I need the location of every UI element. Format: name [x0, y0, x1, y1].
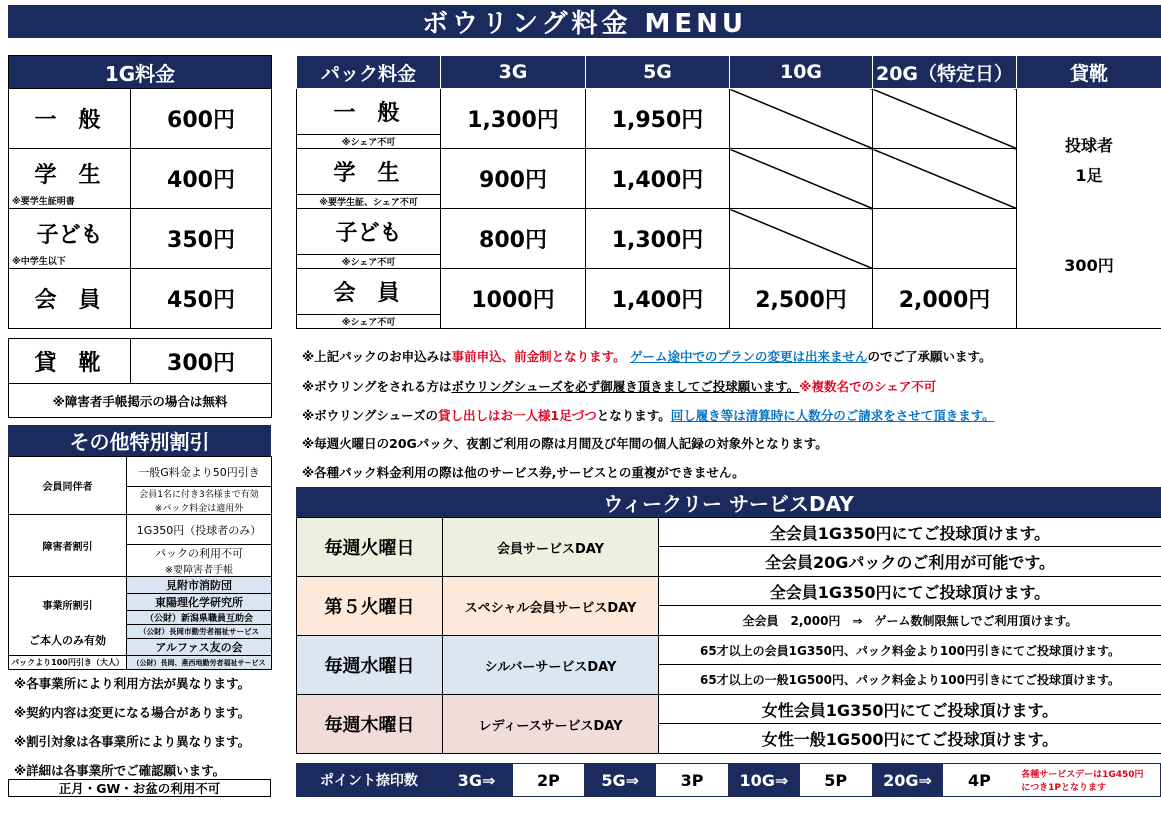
notice-5: ※各種パック料金利用の際は他のサービス券,サービスとの重複ができません。	[302, 465, 745, 480]
member-companion-line1: 一般G料金より50円引き	[127, 457, 272, 487]
business-discount-cell	[9, 577, 127, 656]
weekly-line: 全会員20Gパックのご利用が可能です。	[659, 547, 1161, 577]
weekly-day: 毎週火曜日	[297, 518, 443, 577]
pack-20g-member: 2,000円	[873, 269, 1017, 329]
pack-20g-child	[873, 209, 1017, 269]
pack-10g-member: 2,500円	[730, 269, 873, 329]
category-general: 一般	[9, 89, 131, 149]
pack-3g-general: 1,300円	[441, 89, 586, 149]
notice-4: ※毎週火曜日の20Gパック、夜割ご利用の際は月間及び年間の個人記録の対象外となります。	[302, 436, 828, 451]
pack-3g-student: 900円	[441, 149, 586, 209]
business-discount-name: 事業所割引	[42, 601, 93, 612]
pack-header: 3G	[441, 56, 586, 89]
price-student: 400円	[131, 149, 272, 209]
notice-3: ※ボウリングシューズの貸し出しはお一人様1足づつとなります。回し履き等は清算時に人数分のご請求をさせて頂きます。	[302, 408, 995, 423]
points-value: 3P	[656, 764, 728, 796]
footnote: ※割引対象は各事業所により異なります。	[14, 734, 251, 749]
business-entity: （公財）新潟県職員互助会	[127, 611, 272, 625]
one-game-fee-table	[8, 55, 272, 329]
notice-2: ※ボウリングをされる方はボウリングシューズを必ず御履き頂きましてご投球願います。※複数名でのシェア不可	[302, 379, 937, 394]
footnote: ※契約内容は変更になる場合があります。	[14, 705, 251, 720]
pack-20g-student	[873, 149, 1017, 209]
points-value: 5P	[800, 764, 872, 796]
business-entity: アルファス友の会	[127, 639, 272, 656]
pack-header: 20G（特定日）	[873, 56, 1017, 89]
points-note: 各種サービスデーは1G450円 につき1Pとなります	[1015, 764, 1160, 796]
points-label: ポイント捺印数	[297, 764, 441, 796]
category-member: 会員	[9, 269, 131, 329]
member-companion-name: 会員同伴者	[9, 457, 127, 515]
pack-fee-table	[296, 55, 1161, 329]
weekly-line: 全会員1G350円にてご投球頂けます。	[659, 518, 1161, 547]
pack-20g-general	[873, 89, 1017, 149]
discounts-title: その他特別割引	[8, 425, 271, 456]
pack-shoes-line1: 投球者	[1064, 136, 1113, 155]
pack-category-student: 学生 ※要学生証、シェア不可	[297, 149, 441, 209]
category-student: 学生 ※要学生証明書	[9, 149, 131, 209]
pack-5g-child: 1,300円	[586, 209, 730, 269]
weekly-service: 会員サービスDAY	[443, 518, 659, 577]
member-companion-line3: ※パック料金は適用外	[127, 501, 272, 515]
weekly-line: 女性会員1G350円にてご投球頂けます。	[659, 695, 1161, 724]
points-game: 20G⇒	[872, 764, 944, 796]
pack-header: 貸靴	[1017, 56, 1161, 89]
weekly-day: 毎週水曜日	[297, 636, 443, 695]
notice-1: ※上記パックのお申込みは事前申込、前金制となります。 ゲーム途中でのプランの変更は出来ませんのでご了承願います。	[302, 349, 992, 364]
business-only-self: ご本人のみ有効	[29, 634, 106, 647]
points-game: 5G⇒	[584, 764, 656, 796]
one-game-header: 1G料金	[9, 56, 272, 89]
business-entity: （公財）長岡市勤労者福祉サービス	[127, 625, 272, 639]
weekly-line: 65才以上の会員1G350円、パック料金より100円引きにてご投球頂けます。	[659, 636, 1161, 665]
price-general: 600円	[131, 89, 272, 149]
pack-10g-general	[730, 89, 873, 149]
pack-shoes-price: 300円	[1064, 256, 1114, 275]
category-child: 子ども ※中学生以下	[9, 209, 131, 269]
member-companion-line2: 会員1名に付き3名様まで有効	[127, 487, 272, 501]
disability-line3: ※要障害者手帳	[127, 561, 272, 577]
holiday-note: 正月・GW・お盆の利用不可	[8, 779, 271, 797]
weekly-day: 第５火曜日	[297, 577, 443, 636]
points-game: 10G⇒	[728, 764, 800, 796]
points-game: 3G⇒	[441, 764, 513, 796]
pack-3g-member: 1000円	[441, 269, 586, 329]
pack-header: 10G	[730, 56, 873, 89]
points-value: 4P	[943, 764, 1015, 796]
business-entity: 東陽理化学研究所	[127, 594, 272, 611]
pack-header: 5G	[586, 56, 730, 89]
pack-header: パック料金	[297, 56, 441, 89]
business-entity: 見附市消防団	[127, 577, 272, 594]
pack-10g-student	[730, 149, 873, 209]
business-pack-note: パックより100円引き（大人）	[9, 656, 127, 670]
disability-line1: 1G350円（投球者のみ）	[127, 515, 272, 545]
weekly-service-table	[296, 517, 1161, 754]
shoes-note: ※障害者手帳掲示の場合は無料	[9, 384, 272, 418]
weekly-line: 全会員1G350円にてご投球頂けます。	[659, 577, 1161, 606]
point-stamp-bar	[296, 763, 1161, 797]
price-child: 350円	[131, 209, 272, 269]
pack-5g-member: 1,400円	[586, 269, 730, 329]
price-member: 450円	[131, 269, 272, 329]
weekly-title: ウィークリー サービスDAY	[296, 487, 1161, 517]
disability-discount-name: 障害者割引	[9, 515, 127, 577]
pack-category-child: 子ども ※シェア不可	[297, 209, 441, 269]
shoes-label: 貸靴	[9, 339, 131, 384]
footnote: ※詳細は各事業所でご確認願います。	[14, 763, 226, 778]
weekly-line: 65才以上の一般1G500円、パック料金より100円引きにてご投球頂けます。	[659, 665, 1161, 695]
pack-shoes-line2: 1足	[1075, 166, 1103, 185]
points-value: 2P	[513, 764, 585, 796]
shoes-price: 300円	[131, 339, 272, 384]
pack-3g-child: 800円	[441, 209, 586, 269]
business-entity: （公財）長岡、燕西地勤労者福祉サービス	[127, 656, 272, 670]
pack-category-general: 一般 ※シェア不可	[297, 89, 441, 149]
shoes-fee-table	[8, 338, 272, 418]
weekly-service: シルバーサービスDAY	[443, 636, 659, 695]
pack-5g-general: 1,950円	[586, 89, 730, 149]
pack-5g-student: 1,400円	[586, 149, 730, 209]
weekly-service: スペシャル会員サービスDAY	[443, 577, 659, 636]
pack-category-member: 会員 ※シェア不可	[297, 269, 441, 329]
weekly-service: レディースサービスDAY	[443, 695, 659, 754]
pack-shoes-cell	[1017, 89, 1161, 329]
page-title: ボウリング料金 MENU	[8, 5, 1161, 38]
pack-10g-child	[730, 209, 873, 269]
disability-line2: パックの利用不可	[127, 545, 272, 562]
weekly-day: 毎週木曜日	[297, 695, 443, 754]
weekly-line: 女性一般1G500円にてご投球頂けます。	[659, 724, 1161, 754]
weekly-line: 全会員 2,000円 ⇒ ゲーム数制限無しでご利用頂けます。	[659, 606, 1161, 636]
discounts-table	[8, 456, 272, 670]
footnote: ※各事業所により利用方法が異なります。	[14, 676, 251, 691]
